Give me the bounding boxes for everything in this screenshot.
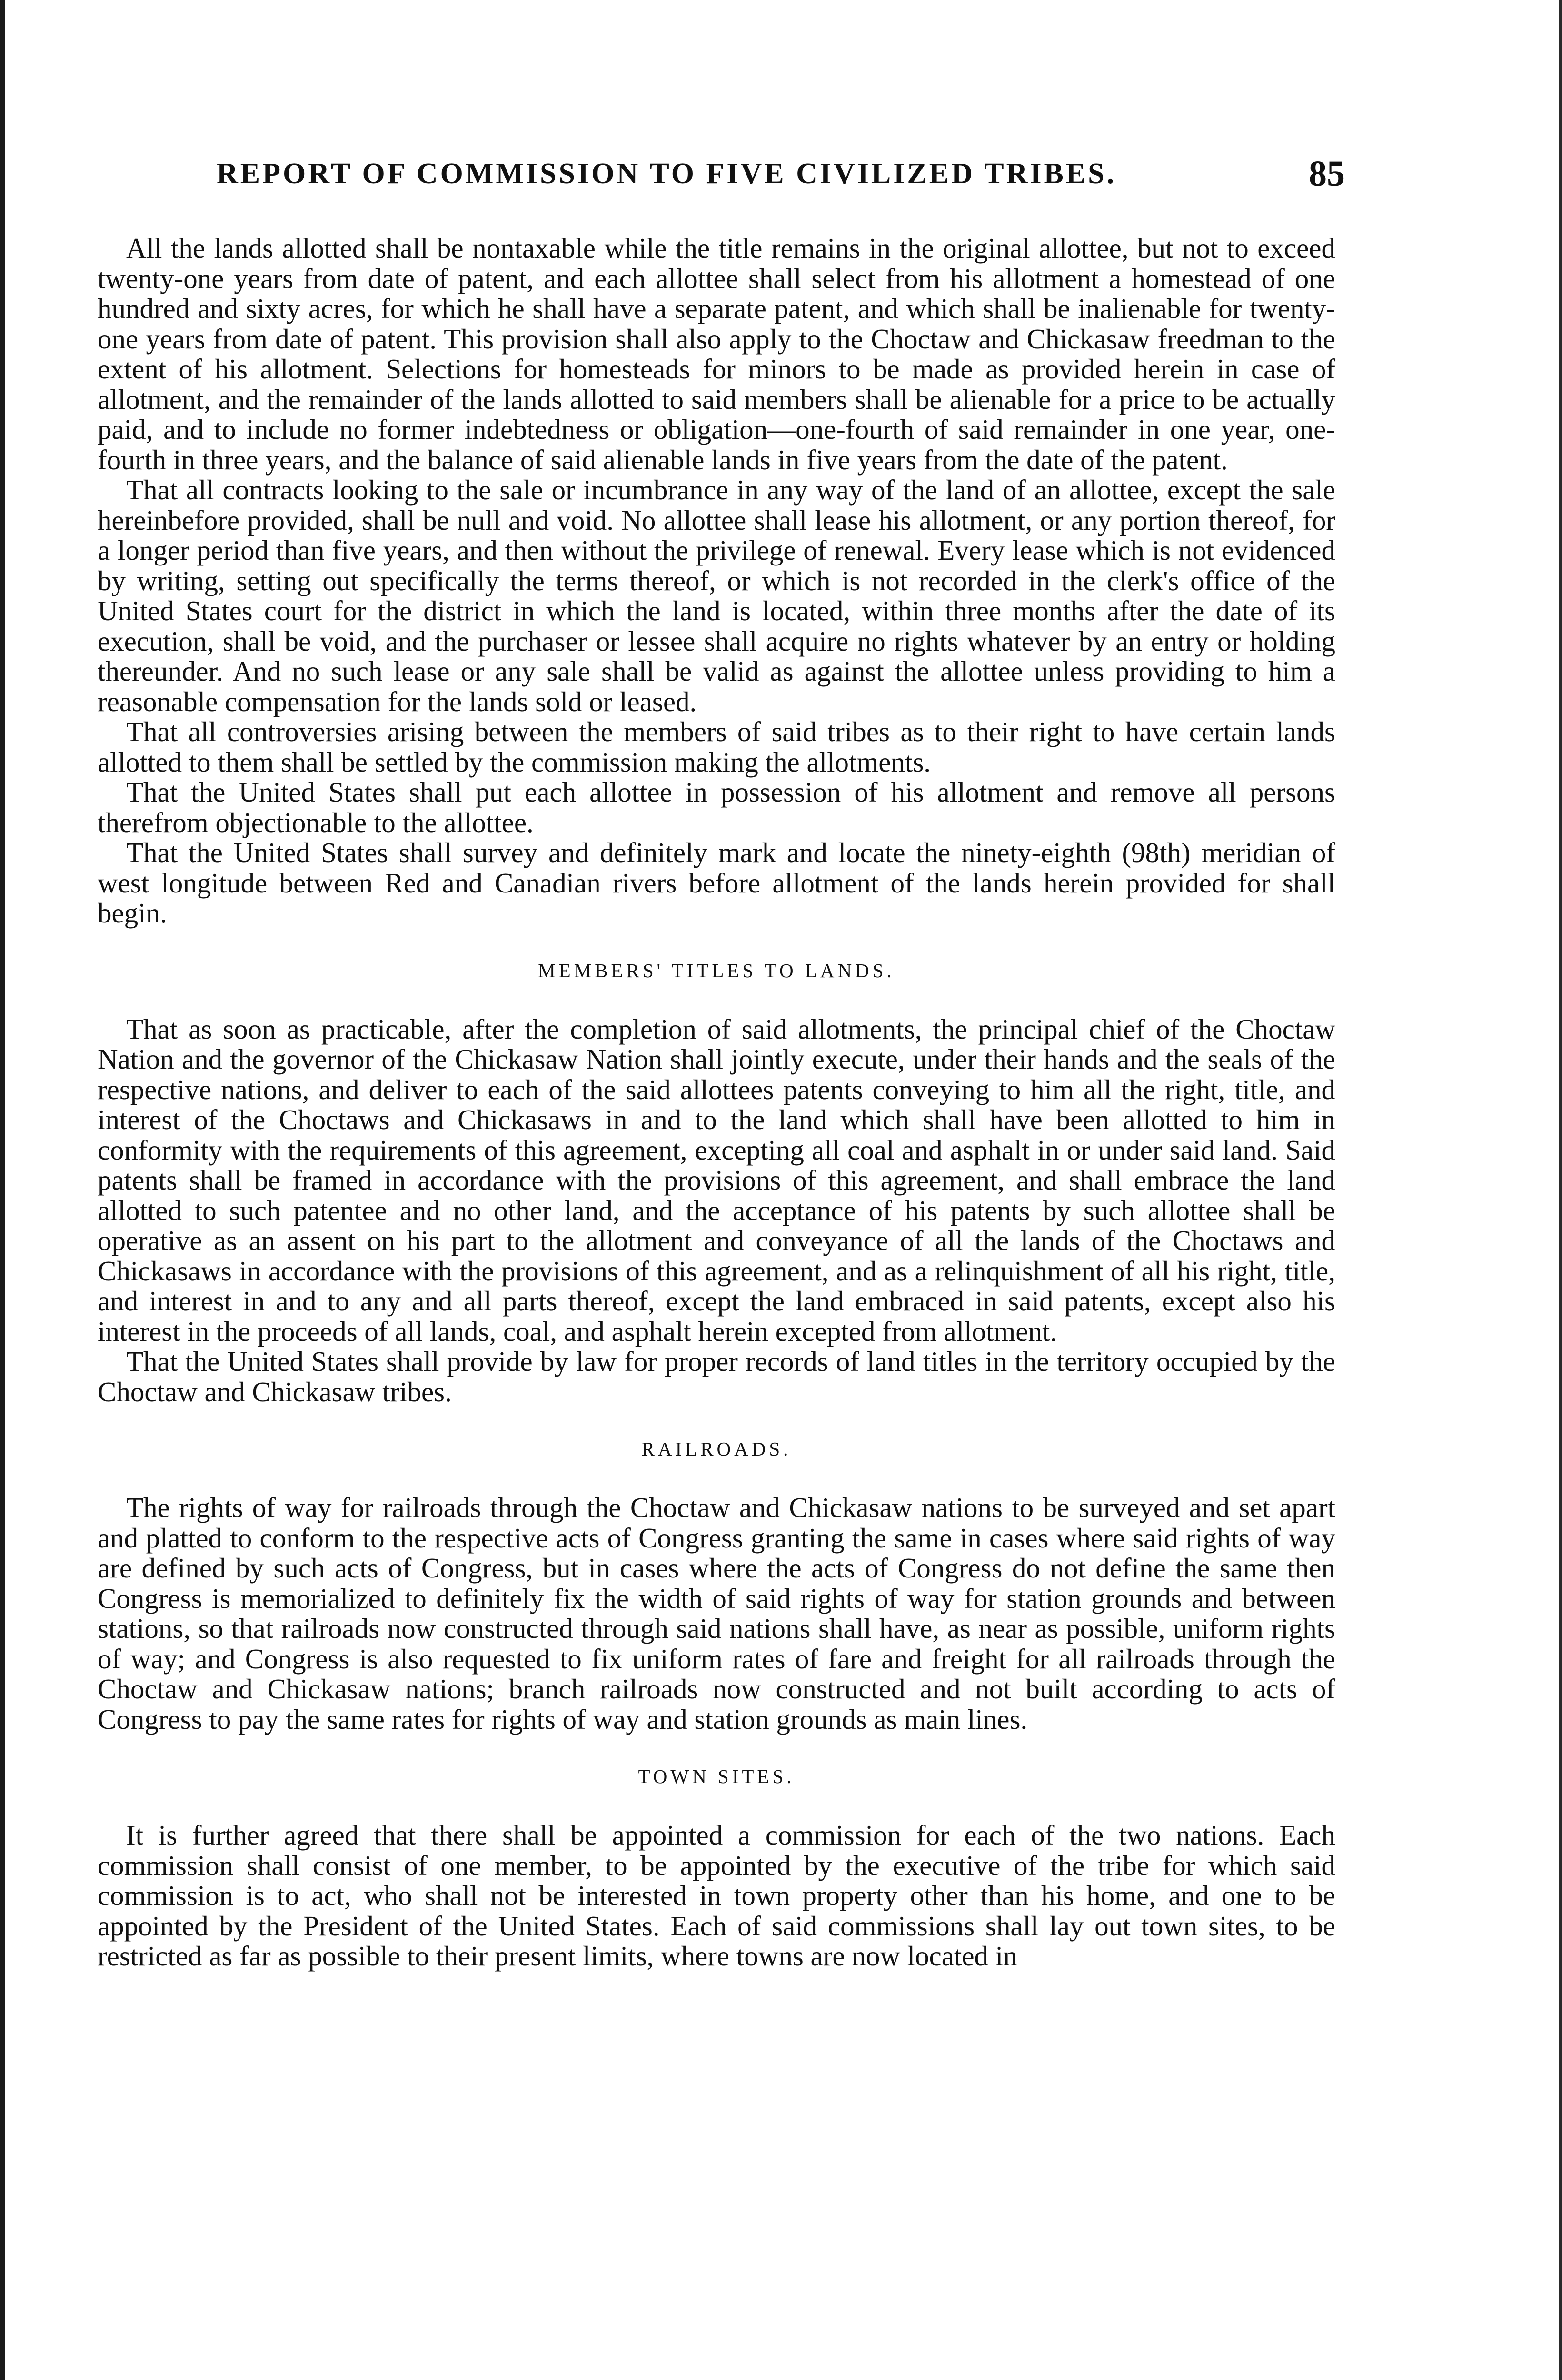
- scan-edge-left: [0, 0, 5, 2380]
- page-number: 85: [1309, 154, 1345, 194]
- paragraph: That the United States shall provide by law for proper records of land titles in the territory occupied by the Choctaw and Chickasaw tribes.: [98, 1346, 1335, 1408]
- section-heading-town-sites: TOWN SITES.: [638, 1765, 795, 1787]
- body-text: [98, 233, 1335, 2375]
- paragraph: That as soon as practicable, after the completion of said allotments, the principal chief of the Choctaw Nation and the governor of the Chickasaw Nation shall jointly execute, under their hands and the seals of the respective nations, and deliver to each of the said allottees patents conveying to him all the right, title, and interest of the Choctaws and Chickasaws in and to the land which shall have been allotted to him in conformity with the requirements of this agreement, excepting all coal and asphalt in or under said land. Said patents shall be framed in accordance with the provisions of this agreement, and shall embrace the land allotted to such patentee and no other land, and the acceptance of his patents by such allottee shall be operative as an assent on his part to the allotment and conveyance of all the lands of the Choctaws and Chickasaws in accordance with the provisions of this agreement, and as a relinquishment of all his right, title, and interest in and to any and all parts thereof, except the land embraced in said patents, except also his interest in the proceeds of all lands, coal, and asphalt herein excepted from allotment.: [98, 1013, 1335, 1347]
- paragraph: That all contracts looking to the sale or incumbrance in any way of the land of an allottee, except the sale hereinbefore provided, shall be null and void. No allottee shall lease his allotment, or any portion thereof, for a longer period than five years, and then without the privilege of renewal. Every lease which is not evidenced by writing, setting out specifically the terms thereof, or which is not recorded in the clerk's office of the United States court for the district in which the land is located, within three months after the date of its execution, shall be void, and the purchaser or lessee shall acquire no rights whatever by an entry or holding thereunder. And no such lease or any sale shall be valid as against the allottee unless providing to him a reasonable compensation for the lands sold or leased.: [98, 474, 1335, 717]
- section-heading-members-titles: MEMBERS' TITLES TO LANDS.: [538, 959, 895, 982]
- paragraph: It is further agreed that there shall be appointed a commission for each of the two nations. Each commission shall consist of one member, to be appointed by the executive of the tribe for which said commission is to act, who shall not be interested in town property other than his home, and one to be appointed by the President of the United States. Each of said commissions shall lay out town sites, to be restricted as far as possible to their present limits, where towns are now located in: [98, 1819, 1335, 1972]
- page-header: [217, 150, 1345, 198]
- paragraph: That the United States shall survey and definitely mark and locate the ninety-eighth (98th) meridian of west longitude between Red and Canadian rivers before allotment of the lands herein provided for shall begin.: [98, 837, 1335, 929]
- paragraph: That the United States shall put each allottee in possession of his allotment and remove all persons therefrom objectionable to the allottee.: [98, 776, 1335, 838]
- section-heading-railroads: RAILROADS.: [641, 1438, 792, 1460]
- running-head: REPORT OF COMMISSION TO FIVE CIVILIZED TRIBES.: [217, 158, 1117, 190]
- scan-edge-right: [1559, 0, 1562, 2380]
- paragraph: The rights of way for railroads through the Choctaw and Chickasaw nations to be surveyed and set apart and platted to conform to the respective acts of Congress granting the same in cases where said rights of way are defined by such acts of Congress, but in cases where the acts of Congress do not define the same then Congress is memorialized to definitely fix the width of said rights of way for station grounds and between stations, so that railroads now constructed through said nations shall have, as near as possible, uniform rights of way; and Congress is also requested to fix uniform rates of fare and freight for all railroads through the Choctaw and Chickasaw nations; branch railroads now constructed and not built according to acts of Congress to pay the same rates for rights of way and station grounds as main lines.: [98, 1492, 1335, 1735]
- paragraph: That all controversies arising between the members of said tribes as to their right to have certain lands allotted to them shall be settled by the commission making the allotments.: [98, 716, 1335, 778]
- paragraph: All the lands allotted shall be nontaxable while the title remains in the original allottee, but not to exceed twenty-one years from date of patent, and each allottee shall select from his allotment a homestead of one hundred and sixty acres, for which he shall have a separate patent, and which shall be inalienable for twenty-one years from date of patent. This provision shall also apply to the Choctaw and Chickasaw freedman to the extent of his allotment. Selections for homesteads for minors to be made as provided herein in case of allotment, and the remainder of the lands allotted to said members shall be alienable for a price to be actually paid, and to include no former indebtedness or obligation—one-fourth of said remainder in one year, one-fourth in three years, and the balance of said alienable lands in five years from the date of the patent.: [98, 232, 1335, 476]
